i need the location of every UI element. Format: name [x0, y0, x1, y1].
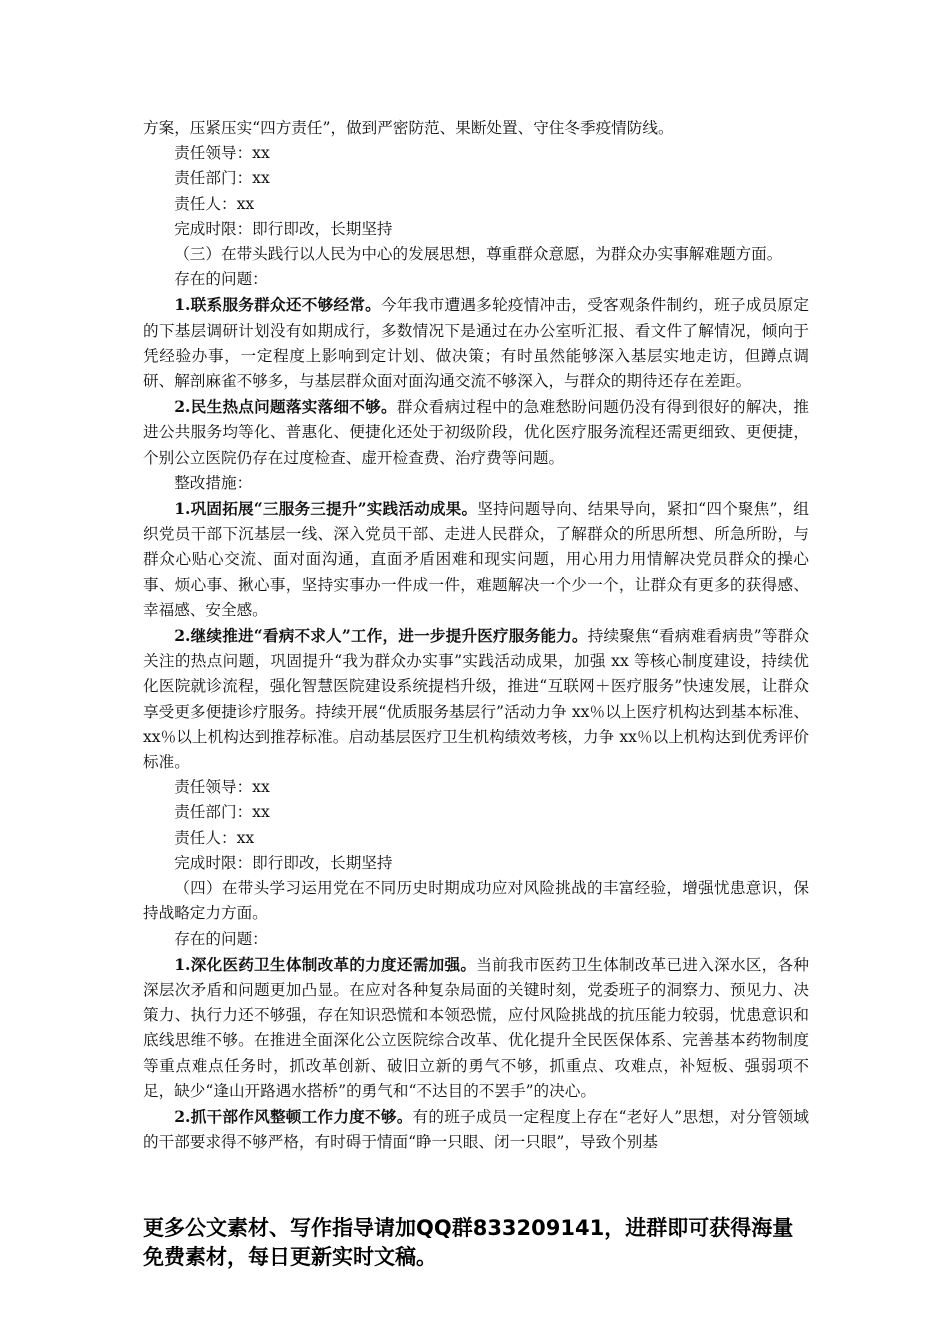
paragraph-lead: 1.巩固拓展“三服务三提升”实践活动成果。 [174, 499, 478, 519]
paragraph-text: （三）在带头践行以人民为中心的发展思想，尊重群众意愿，为群众办实事解难题方面。 [174, 245, 783, 264]
paragraph [143, 775, 809, 800]
paragraph [143, 166, 809, 191]
paragraph-text: 责任领导：xx [174, 144, 270, 163]
paragraph-text: 当前我市医药卫生体制改革已进入深水区，各种深层次矛盾和问题更加凸显。在应对各种复杂局面的关键时刻，党委班子的洞察力、预见力、决策力、执行力还不够强，存在知识恐慌和本领恐慌，应付风险挑战的抗压能力较弱，忧患意识和底线思维不够。在推进全面深化公立医院综合改革、优化提升全民医保体系、完善基本药物制度等重点难点任务时，抓改革创新、破旧立新的勇气不够，抓重点、攻难点，补短板、强弱项不足，缺少“逢山开路遇水搭桥”的勇气和“不达目的不罢手”的决心。 [143, 955, 809, 1100]
paragraph-text: 群众看病过程中的急难愁盼问题仍没有得到很好的解决，推进公共服务均等化、普惠化、便捷化还处于初级阶段，优化医疗服务流程还需更细致、更便捷，个别公立医院仍存在过度检查、虚开检查费、治疗费等问题。 [143, 398, 809, 467]
paragraph-text: 存在的问题： [174, 270, 268, 289]
paragraph [143, 876, 809, 926]
paragraph [143, 851, 809, 876]
paragraph [143, 496, 809, 623]
paragraph-lead: 1.深化医药卫生体制改革的力度还需加强。 [174, 954, 477, 974]
paragraph-text: （四）在带头学习运用党在不同历史时期成功应对风险挑战的丰富经验，增强忧患意识，保持战略定力方面。 [143, 879, 809, 923]
paragraph-text: 持续聚焦“看病难看病贵”等群众关注的热点问题，巩固提升“我为群众办实事”实践活动成果，加强 xx 等核心制度建设，持续优化医院就诊流程，强化智慧医院建设系统提档升级，推进“互联网＋医疗服务”快速发展，让群众享受更多便捷诊疗服务。持续开展“优质服务基层行”活动力争 xx％以上医疗机构达到基本标准、xx％以上机构达到推荐标准。启动基层医疗卫生机构绩效考核，力争 xx％以上机构达到优秀评价标准。 [143, 627, 810, 772]
paragraph-text: 今年我市遭遇多轮疫情冲击，受客观条件制约，班子成员原定的下基层调研计划没有如期成行，多数情况下是通过在办公室听汇报、看文件了解情况，倾向于凭经验办事，一定程度上影响到定计划、做决策；有时虽然能够深入基层实地走访，但蹲点调研、解剖麻雀不够多，与基层群众面对面沟通交流不够深入，与群众的期待还存在差距。 [143, 296, 809, 391]
paragraph-text: 责任领导：xx [174, 778, 270, 797]
paragraph [143, 292, 809, 394]
paragraph [143, 1104, 809, 1155]
paragraph-text: 有的班子成员一定程度上存在“老好人”思想，对分管领域的干部要求得不够严格，有时碍于情面“睁一只眼、闭一只眼”，导致个别基 [143, 1107, 810, 1152]
paragraph-text: 方案，压紧压实“四方责任”，做到严密防范、果断处置、守住冬季疫情防线。 [143, 119, 674, 137]
paragraph [143, 394, 809, 471]
document-body [143, 116, 809, 1155]
paragraph-text: 存在的问题： [174, 929, 268, 948]
paragraph-lead: 2.继续推进“看病不求人”工作，进一步提升医疗服务能力。 [174, 626, 588, 646]
paragraph [143, 141, 809, 166]
paragraph [143, 826, 809, 851]
paragraph [143, 242, 809, 267]
paragraph-text: 整改措施： [174, 473, 253, 492]
paragraph-text: 责任人：xx [174, 828, 255, 847]
paragraph [143, 217, 809, 242]
paragraph-text: 坚持问题导向、结果导向，紧扣“四个聚焦”，组织党员干部下沉基层一线、深入党员干部、走进人民群众，了解群众的所思所想、所急所盼，与群众心贴心交流、面对面沟通，直面矛盾困难和现实问题，用心用力用情解决党员群众的操心事、烦心事、揪心事，坚持实事办一件成一件，难题解决一个少一个，让群众有更多的获得感、幸福感、安全感。 [143, 500, 809, 619]
promo-footer: 更多公文素材、写作指导请加QQ群833209141，进群即可获得海量免费素材，每日更新实时文稿。 [143, 1216, 794, 1269]
paragraph [143, 623, 809, 775]
paragraph-lead: 2.抓干部作风整顿工作力度不够。 [174, 1106, 413, 1126]
paragraph [143, 800, 809, 825]
paragraph [143, 927, 809, 952]
paragraph-lead: 1.联系服务群众还不够经常。 [174, 295, 382, 315]
paragraph-text: 责任部门：xx [174, 803, 270, 822]
paragraph [143, 267, 809, 292]
paragraph [143, 471, 809, 496]
paragraph-text: 完成时限：即行即改，长期坚持 [174, 219, 393, 238]
paragraph-text: 完成时限：即行即改，长期坚持 [174, 853, 393, 872]
paragraph-lead: 2.民生热点问题落实落细不够。 [174, 397, 397, 417]
paragraph [143, 952, 809, 1104]
paragraph [143, 116, 809, 141]
paragraph [143, 192, 809, 217]
paragraph-text: 责任人：xx [174, 194, 255, 213]
paragraph-text: 责任部门：xx [174, 169, 270, 188]
